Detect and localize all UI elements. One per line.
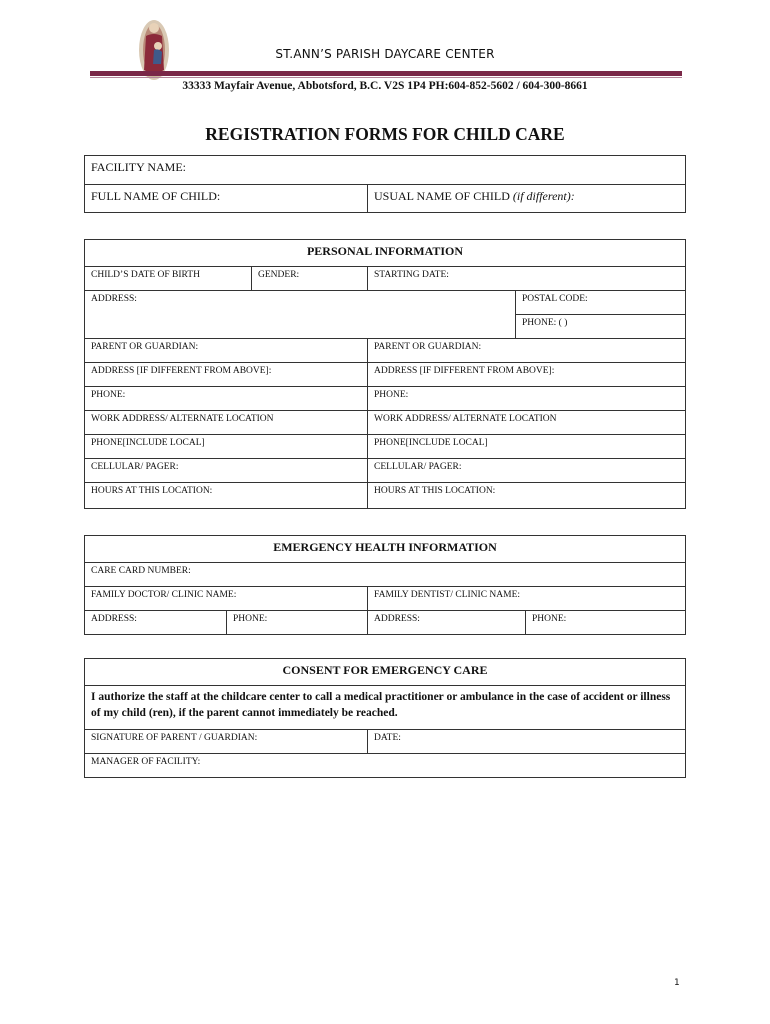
doctor-address-field[interactable]: ADDRESS: xyxy=(91,614,137,624)
dentist-address-field[interactable]: ADDRESS: xyxy=(367,611,525,634)
child-usual-name-label: USUAL NAME OF CHILD xyxy=(374,189,513,203)
child-usual-name-note: (if different): xyxy=(512,189,575,203)
organization-name: ST.ANN’S PARISH DAYCARE CENTER xyxy=(275,47,495,61)
consent-section xyxy=(84,658,686,778)
facility-name-field[interactable]: FACILITY NAME: xyxy=(91,160,186,174)
header-rule-thin xyxy=(90,77,682,78)
hours-location-2-field[interactable]: HOURS AT THIS LOCATION: xyxy=(367,483,685,508)
parent-address-1-field[interactable]: ADDRESS [IF DIFFERENT FROM ABOVE]: xyxy=(91,366,272,376)
consent-statement: I authorize the staff at the childcare center to call a medical practitioner or ambulance in the case of accident or illness of my child (ren), if the parent cannot immediately be reached. xyxy=(91,691,671,719)
parent-guardian-2-field[interactable]: PARENT OR GUARDIAN: xyxy=(367,339,685,362)
postal-phone-cell xyxy=(515,291,685,338)
doctor-phone-field[interactable]: PHONE: xyxy=(226,611,367,634)
child-usual-name-field[interactable] xyxy=(367,185,685,212)
hours-location-1-field[interactable]: HOURS AT THIS LOCATION: xyxy=(91,486,213,496)
family-dentist-field[interactable]: FAMILY DENTIST/ CLINIC NAME: xyxy=(367,587,685,610)
organization-address: 33333 Mayfair Avenue, Abbotsford, B.C. V2S 1P4 PH:604-852-5602 / 604-300-8661 xyxy=(182,80,588,92)
gender-field[interactable]: GENDER: xyxy=(251,267,367,290)
work-phone-2-field[interactable]: PHONE[INCLUDE LOCAL] xyxy=(367,435,685,458)
form-title: REGISTRATION FORMS FOR CHILD CARE xyxy=(205,124,565,144)
work-address-1-field[interactable]: WORK ADDRESS/ ALTERNATE LOCATION xyxy=(91,414,274,424)
cellular-pager-1-field[interactable]: CELLULAR/ PAGER: xyxy=(91,462,179,472)
personal-information-section xyxy=(84,239,686,509)
parent-address-2-field[interactable]: ADDRESS [IF DIFFERENT FROM ABOVE]: xyxy=(367,363,685,386)
manager-of-facility-field[interactable]: MANAGER OF FACILITY: xyxy=(91,757,201,767)
parent-guardian-1-field[interactable]: PARENT OR GUARDIAN: xyxy=(91,342,199,352)
phone-area-field[interactable]: PHONE: ( ) xyxy=(522,318,568,328)
facility-section xyxy=(84,155,686,213)
header-rule xyxy=(90,71,682,76)
postal-code-field[interactable]: POSTAL CODE: xyxy=(516,291,685,315)
family-doctor-field[interactable]: FAMILY DOCTOR/ CLINIC NAME: xyxy=(91,590,237,600)
guardian-signature-field[interactable]: SIGNATURE OF PARENT / GUARDIAN: xyxy=(91,733,258,743)
address-field[interactable]: ADDRESS: xyxy=(91,294,137,304)
work-phone-1-field[interactable]: PHONE[INCLUDE LOCAL] xyxy=(91,438,205,448)
personal-information-heading: PERSONAL INFORMATION xyxy=(306,244,464,258)
emergency-health-heading: EMERGENCY HEALTH INFORMATION xyxy=(273,540,497,554)
cellular-pager-2-field[interactable]: CELLULAR/ PAGER: xyxy=(367,459,685,482)
page-number: 1 xyxy=(674,978,680,988)
parent-phone-2-field[interactable]: PHONE: xyxy=(367,387,685,410)
work-address-2-field[interactable]: WORK ADDRESS/ ALTERNATE LOCATION xyxy=(367,411,685,434)
consent-date-field[interactable]: DATE: xyxy=(367,730,685,753)
starting-date-field[interactable]: STARTING DATE: xyxy=(367,267,685,290)
parent-phone-1-field[interactable]: PHONE: xyxy=(91,390,126,400)
consent-heading: CONSENT FOR EMERGENCY CARE xyxy=(282,663,488,677)
care-card-field[interactable]: CARE CARD NUMBER: xyxy=(91,566,191,576)
child-full-name-field[interactable]: FULL NAME OF CHILD: xyxy=(91,189,221,203)
dentist-phone-field[interactable]: PHONE: xyxy=(525,611,685,634)
emergency-health-section xyxy=(84,535,686,635)
child-dob-field[interactable]: CHILD’S DATE OF BIRTH xyxy=(91,270,200,280)
